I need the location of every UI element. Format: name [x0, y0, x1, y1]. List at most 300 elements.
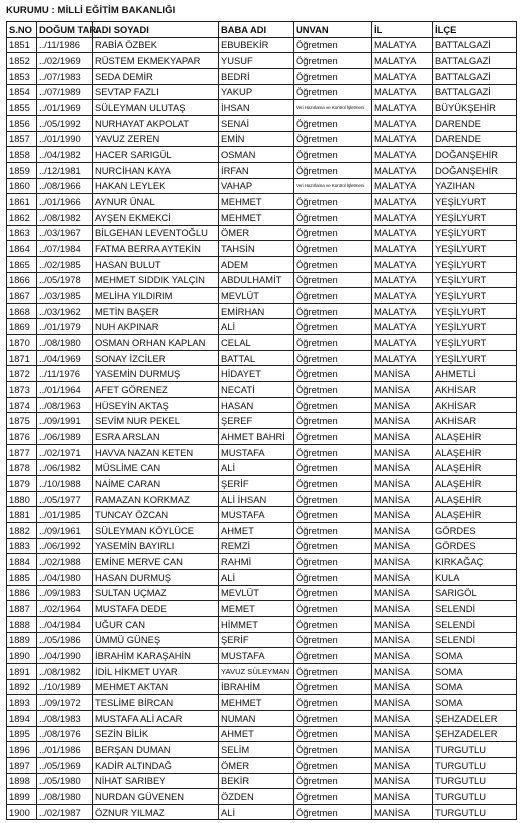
col-header-father-name: BABA ADI — [219, 22, 294, 38]
cell-sno: 1892 — [7, 679, 37, 695]
cell-district: ALAŞEHİR — [433, 429, 517, 445]
cell-province: MANİSA — [372, 742, 433, 758]
cell-sno: 1880 — [7, 491, 37, 507]
cell-title: Öğretmen — [294, 804, 372, 820]
cell-title: Öğretmen — [294, 476, 372, 492]
cell-district: DARENDE — [433, 131, 517, 147]
cell-name: SEZİN BİLİK — [93, 726, 219, 742]
table-row — [7, 194, 517, 210]
cell-title: Öğretmen — [294, 84, 372, 100]
cell-name: HACER SARIGÜL — [93, 147, 219, 163]
table-row — [7, 648, 517, 664]
cell-name: MUSTAFA DEDE — [93, 601, 219, 617]
cell-name: HÜSEYİN AKTAŞ — [93, 397, 219, 413]
cell-sno: 1858 — [7, 147, 37, 163]
cell-district: AKHİSAR — [433, 397, 517, 413]
cell-district: DOĞANŞEHİR — [433, 147, 517, 163]
cell-sno: 1854 — [7, 84, 37, 100]
cell-title: Öğretmen — [294, 538, 372, 554]
cell-district: BATTALGAZİ — [433, 68, 517, 84]
cell-district: TURGUTLU — [433, 804, 517, 820]
cell-father-name: MEHMET — [219, 194, 294, 210]
cell-father-name: MEVLÜT — [219, 288, 294, 304]
cell-birth-date: ../01/1966 — [37, 194, 93, 210]
cell-father-name: HİDAYET — [219, 366, 294, 382]
table-row — [7, 429, 517, 445]
cell-sno: 1860 — [7, 178, 37, 194]
cell-father-name: SELİM — [219, 742, 294, 758]
cell-birth-date: ../09/1961 — [37, 523, 93, 539]
cell-sno: 1862 — [7, 209, 37, 225]
cell-birth-date: ../01/1985 — [37, 507, 93, 523]
cell-sno: 1867 — [7, 288, 37, 304]
cell-district: ŞEHZADELER — [433, 710, 517, 726]
cell-name: MUSTAFA ALİ ACAR — [93, 710, 219, 726]
table-row — [7, 162, 517, 178]
cell-birth-date: ../01/1964 — [37, 382, 93, 398]
table-row — [7, 272, 517, 288]
cell-province: MANİSA — [372, 585, 433, 601]
cell-name: MÜSLİME CAN — [93, 460, 219, 476]
cell-province: MANİSA — [372, 476, 433, 492]
cell-birth-date: ../06/1989 — [37, 429, 93, 445]
cell-sno: 1899 — [7, 789, 37, 805]
table-row — [7, 695, 517, 711]
cell-sno: 1898 — [7, 773, 37, 789]
cell-father-name: AHMET BAHRİ — [219, 429, 294, 445]
cell-birth-date: ../07/1989 — [37, 84, 93, 100]
cell-sno: 1872 — [7, 366, 37, 382]
table-row — [7, 84, 517, 100]
col-header-province: İL — [372, 22, 433, 38]
cell-province: MALATYA — [372, 37, 433, 53]
cell-title: Öğretmen — [294, 53, 372, 69]
cell-birth-date: ../05/1992 — [37, 115, 93, 131]
cell-title: Öğretmen — [294, 460, 372, 476]
table-row — [7, 178, 517, 194]
cell-father-name: ALİ — [219, 460, 294, 476]
cell-father-name: CELAL — [219, 335, 294, 351]
cell-sno: 1896 — [7, 742, 37, 758]
cell-province: MANİSA — [372, 538, 433, 554]
cell-name: METİN BAŞER — [93, 303, 219, 319]
cell-district: YEŞİLYURT — [433, 225, 517, 241]
cell-name: NİHAT SARIBEY — [93, 773, 219, 789]
cell-birth-date: ../05/1969 — [37, 757, 93, 773]
cell-name: SEVİM NUR PEKEL — [93, 413, 219, 429]
cell-father-name: ADEM — [219, 256, 294, 272]
cell-district: YEŞİLYURT — [433, 256, 517, 272]
table-row — [7, 366, 517, 382]
cell-title: Öğretmen — [294, 601, 372, 617]
cell-name: AFET GÖRENEZ — [93, 382, 219, 398]
cell-province: MANİSA — [372, 679, 433, 695]
cell-district: DOĞANŞEHİR — [433, 162, 517, 178]
cell-name: YASEMİN BAYIRLI — [93, 538, 219, 554]
cell-district: BATTALGAZİ — [433, 37, 517, 53]
cell-sno: 1874 — [7, 397, 37, 413]
col-header-sno: S.NO — [7, 22, 37, 38]
cell-title: Öğretmen — [294, 632, 372, 648]
col-header-name: ADI SOYADI — [93, 22, 219, 38]
cell-district: KULA — [433, 569, 517, 585]
cell-father-name: ÖMER — [219, 757, 294, 773]
cell-sno: 1894 — [7, 710, 37, 726]
cell-birth-date: ../01/1990 — [37, 131, 93, 147]
cell-birth-date: ../06/1982 — [37, 460, 93, 476]
cell-sno: 1859 — [7, 162, 37, 178]
cell-birth-date: ../11/1986 — [37, 37, 93, 53]
cell-sno: 1866 — [7, 272, 37, 288]
cell-name: FATMA BERRA AYTEKİN — [93, 241, 219, 257]
cell-title: Öğretmen — [294, 679, 372, 695]
cell-birth-date: ../01/1986 — [37, 742, 93, 758]
cell-birth-date: ../05/1977 — [37, 491, 93, 507]
cell-birth-date: ../07/1984 — [37, 241, 93, 257]
cell-name: BİLGEHAN LEVENTOĞLU — [93, 225, 219, 241]
cell-name: YAVUZ ZEREN — [93, 131, 219, 147]
table-row — [7, 413, 517, 429]
cell-sno: 1865 — [7, 256, 37, 272]
cell-father-name: EMİN — [219, 131, 294, 147]
cell-sno: 1883 — [7, 538, 37, 554]
table-row — [7, 225, 517, 241]
cell-title: Öğretmen — [294, 382, 372, 398]
cell-sno: 1852 — [7, 53, 37, 69]
cell-birth-date: ../08/1966 — [37, 178, 93, 194]
cell-father-name: ALİ — [219, 569, 294, 585]
cell-title: Öğretmen — [294, 742, 372, 758]
cell-district: YEŞİLYURT — [433, 335, 517, 351]
cell-province: MANİSA — [372, 601, 433, 617]
cell-title: Öğretmen — [294, 695, 372, 711]
cell-district: AHMETLİ — [433, 366, 517, 382]
cell-province: MANİSA — [372, 460, 433, 476]
table-row — [7, 37, 517, 53]
cell-title: Öğretmen — [294, 413, 372, 429]
cell-father-name: BEKİR — [219, 773, 294, 789]
cell-birth-date: ../11/1976 — [37, 366, 93, 382]
cell-district: BÜYÜKŞEHİR — [433, 100, 517, 116]
cell-birth-date: ../02/1988 — [37, 554, 93, 570]
cell-province: MANİSA — [372, 429, 433, 445]
cell-birth-date: ../04/1984 — [37, 616, 93, 632]
cell-province: MALATYA — [372, 100, 433, 116]
cell-name: EMİNE MERVE CAN — [93, 554, 219, 570]
cell-father-name: ÖZDEN — [219, 789, 294, 805]
table-row — [7, 288, 517, 304]
cell-title: Öğretmen — [294, 726, 372, 742]
institution-heading: KURUMU : MİLLİ EĞİTİM BAKANLIĞI — [6, 5, 176, 16]
cell-title: Öğretmen — [294, 209, 372, 225]
cell-name: YASEMİN DURMUŞ — [93, 366, 219, 382]
cell-district: ŞEHZADELER — [433, 726, 517, 742]
cell-title: Öğretmen — [294, 366, 372, 382]
cell-father-name: OSMAN — [219, 147, 294, 163]
cell-name: MEHMET SIDDIK YALÇIN — [93, 272, 219, 288]
cell-district: YEŞİLYURT — [433, 303, 517, 319]
cell-name: ÜMMÜ GÜNEŞ — [93, 632, 219, 648]
cell-father-name: ALİ İHSAN — [219, 491, 294, 507]
cell-birth-date: ../03/1967 — [37, 225, 93, 241]
cell-father-name: ŞERİF — [219, 476, 294, 492]
cell-sno: 1855 — [7, 100, 37, 116]
cell-province: MANİSA — [372, 632, 433, 648]
table-row — [7, 491, 517, 507]
table-row — [7, 663, 517, 679]
cell-birth-date: ../10/1988 — [37, 476, 93, 492]
cell-title: Veri Hazırlama ve Kontrol İşletmeni — [294, 178, 372, 194]
cell-father-name: ÖMER — [219, 225, 294, 241]
table-row — [7, 742, 517, 758]
cell-district: ALAŞEHİR — [433, 444, 517, 460]
cell-sno: 1863 — [7, 225, 37, 241]
cell-title: Öğretmen — [294, 444, 372, 460]
cell-birth-date: ../01/1979 — [37, 319, 93, 335]
cell-district: SELENDİ — [433, 601, 517, 617]
cell-district: YEŞİLYURT — [433, 350, 517, 366]
table-row — [7, 115, 517, 131]
table-row — [7, 209, 517, 225]
cell-father-name: HASAN — [219, 397, 294, 413]
cell-name: TUNCAY ÖZCAN — [93, 507, 219, 523]
cell-district: YAZIHAN — [433, 178, 517, 194]
cell-district: AKHİSAR — [433, 413, 517, 429]
cell-title: Öğretmen — [294, 335, 372, 351]
cell-father-name: MEMET — [219, 601, 294, 617]
cell-title: Öğretmen — [294, 757, 372, 773]
table-row — [7, 131, 517, 147]
cell-province: MALATYA — [372, 131, 433, 147]
cell-name: KADİR ALTINDAĞ — [93, 757, 219, 773]
table-row — [7, 476, 517, 492]
cell-father-name: BEDRİ — [219, 68, 294, 84]
cell-province: MANİSA — [372, 366, 433, 382]
table-row — [7, 757, 517, 773]
cell-father-name: ALİ — [219, 319, 294, 335]
cell-father-name: RAHMİ — [219, 554, 294, 570]
cell-birth-date: ../02/1985 — [37, 256, 93, 272]
cell-birth-date: ../08/1982 — [37, 209, 93, 225]
cell-sno: 1870 — [7, 335, 37, 351]
cell-province: MALATYA — [372, 225, 433, 241]
cell-birth-date: ../08/1983 — [37, 710, 93, 726]
cell-province: MANİSA — [372, 695, 433, 711]
cell-district: ALAŞEHİR — [433, 476, 517, 492]
cell-title: Öğretmen — [294, 616, 372, 632]
cell-father-name: SENAİ — [219, 115, 294, 131]
table-row — [7, 397, 517, 413]
cell-father-name: BATTAL — [219, 350, 294, 366]
cell-sno: 1877 — [7, 444, 37, 460]
cell-title: Öğretmen — [294, 648, 372, 664]
cell-sno: 1861 — [7, 194, 37, 210]
cell-province: MANİSA — [372, 773, 433, 789]
cell-sno: 1888 — [7, 616, 37, 632]
cell-district: TURGUTLU — [433, 757, 517, 773]
cell-name: NURCİHAN KAYA — [93, 162, 219, 178]
cell-sno: 1878 — [7, 460, 37, 476]
cell-sno: 1885 — [7, 569, 37, 585]
cell-province: MANİSA — [372, 523, 433, 539]
cell-sno: 1876 — [7, 429, 37, 445]
table-row — [7, 585, 517, 601]
cell-province: MANİSA — [372, 569, 433, 585]
cell-name: RÜSTEM EKMEKYAPAR — [93, 53, 219, 69]
cell-father-name: İBRAHİM — [219, 679, 294, 695]
cell-province: MANİSA — [372, 616, 433, 632]
cell-name: SULTAN UÇMAZ — [93, 585, 219, 601]
cell-name: SONAY İZCİLER — [93, 350, 219, 366]
cell-province: MANİSA — [372, 397, 433, 413]
table-row — [7, 726, 517, 742]
cell-province: MANİSA — [372, 382, 433, 398]
cell-sno: 1857 — [7, 131, 37, 147]
cell-father-name: TAHSİN — [219, 241, 294, 257]
cell-province: MALATYA — [372, 288, 433, 304]
cell-name: İBRAHİM KARAŞAHİN — [93, 648, 219, 664]
cell-district: DARENDE — [433, 115, 517, 131]
cell-birth-date: ../08/1980 — [37, 335, 93, 351]
cell-title: Öğretmen — [294, 397, 372, 413]
cell-sno: 1881 — [7, 507, 37, 523]
cell-name: ÖZNUR YILMAZ — [93, 804, 219, 820]
cell-district: SARIGÖL — [433, 585, 517, 601]
cell-title: Öğretmen — [294, 225, 372, 241]
cell-district: YEŞİLYURT — [433, 241, 517, 257]
cell-title: Öğretmen — [294, 350, 372, 366]
cell-father-name: MUSTAFA — [219, 507, 294, 523]
cell-title: Öğretmen — [294, 491, 372, 507]
cell-father-name: AHMET — [219, 523, 294, 539]
cell-name: NURDAN GÜVENEN — [93, 789, 219, 805]
cell-father-name: ŞEREF — [219, 413, 294, 429]
cell-name: BERŞAN DUMAN — [93, 742, 219, 758]
cell-province: MALATYA — [372, 147, 433, 163]
cell-name: SÜLEYMAN KÖYLÜCE — [93, 523, 219, 539]
cell-title: Öğretmen — [294, 507, 372, 523]
cell-district: GÖRDES — [433, 538, 517, 554]
table-body — [7, 37, 517, 820]
table-row — [7, 350, 517, 366]
cell-title: Öğretmen — [294, 429, 372, 445]
cell-title: Öğretmen — [294, 147, 372, 163]
cell-sno: 1897 — [7, 757, 37, 773]
cell-title: Öğretmen — [294, 663, 372, 679]
cell-father-name: HİMMET — [219, 616, 294, 632]
cell-birth-date: ../05/1978 — [37, 272, 93, 288]
cell-father-name: İRFAN — [219, 162, 294, 178]
cell-name: ESRA ARSLAN — [93, 429, 219, 445]
cell-name: AYNUR ÜNAL — [93, 194, 219, 210]
cell-district: KIRKAĞAÇ — [433, 554, 517, 570]
cell-name: NUH AKPINAR — [93, 319, 219, 335]
cell-province: MALATYA — [372, 335, 433, 351]
cell-sno: 1853 — [7, 68, 37, 84]
cell-title: Öğretmen — [294, 773, 372, 789]
table-row — [7, 632, 517, 648]
table-row — [7, 460, 517, 476]
cell-district: SOMA — [433, 695, 517, 711]
cell-birth-date: ../09/1972 — [37, 695, 93, 711]
cell-birth-date: ../06/1992 — [37, 538, 93, 554]
cell-father-name: VAHAP — [219, 178, 294, 194]
cell-name: SEDA DEMİR — [93, 68, 219, 84]
col-header-title: UNVAN — [294, 22, 372, 38]
cell-district: AKHİSAR — [433, 382, 517, 398]
cell-title: Öğretmen — [294, 710, 372, 726]
cell-father-name: ŞERİF — [219, 632, 294, 648]
cell-district: SELENDİ — [433, 616, 517, 632]
cell-district: SOMA — [433, 648, 517, 664]
cell-district: SOMA — [433, 663, 517, 679]
cell-father-name: MEHMET — [219, 695, 294, 711]
cell-sno: 1900 — [7, 804, 37, 820]
table-row — [7, 710, 517, 726]
cell-title: Öğretmen — [294, 131, 372, 147]
cell-name: RABİA ÖZBEK — [93, 37, 219, 53]
cell-district: SELENDİ — [433, 632, 517, 648]
cell-birth-date: ../12/1981 — [37, 162, 93, 178]
table-row — [7, 507, 517, 523]
cell-name: HASAN BULUT — [93, 256, 219, 272]
cell-father-name: MUSTAFA — [219, 648, 294, 664]
cell-title: Veri Hazırlama ve Kontrol İşletmeni — [294, 100, 372, 116]
cell-birth-date: ../07/1983 — [37, 68, 93, 84]
cell-sno: 1869 — [7, 319, 37, 335]
cell-father-name: NECATİ — [219, 382, 294, 398]
cell-title: Öğretmen — [294, 319, 372, 335]
cell-birth-date: ../04/1969 — [37, 350, 93, 366]
table-row — [7, 147, 517, 163]
cell-province: MALATYA — [372, 53, 433, 69]
cell-sno: 1868 — [7, 303, 37, 319]
cell-province: MALATYA — [372, 303, 433, 319]
cell-sno: 1856 — [7, 115, 37, 131]
cell-father-name: YUSUF — [219, 53, 294, 69]
table-row — [7, 789, 517, 805]
table-row — [7, 382, 517, 398]
cell-birth-date: ../02/1964 — [37, 601, 93, 617]
cell-father-name: MEHMET — [219, 209, 294, 225]
cell-province: MALATYA — [372, 256, 433, 272]
table-row — [7, 616, 517, 632]
cell-title: Öğretmen — [294, 37, 372, 53]
cell-province: MANİSA — [372, 757, 433, 773]
cell-district: TURGUTLU — [433, 773, 517, 789]
cell-father-name: ALİ — [219, 804, 294, 820]
cell-title: Öğretmen — [294, 554, 372, 570]
cell-district: GÖRDES — [433, 523, 517, 539]
cell-province: MANİSA — [372, 507, 433, 523]
cell-district: ALAŞEHİR — [433, 491, 517, 507]
cell-name: AYŞEN EKMEKCİ — [93, 209, 219, 225]
cell-name: MEHMET AKTAN — [93, 679, 219, 695]
cell-title: Öğretmen — [294, 256, 372, 272]
cell-birth-date: ../05/1986 — [37, 632, 93, 648]
cell-title: Öğretmen — [294, 272, 372, 288]
cell-birth-date: ../03/1962 — [37, 303, 93, 319]
cell-birth-date: ../02/1971 — [37, 444, 93, 460]
col-header-district: İLÇE — [433, 22, 517, 38]
cell-province: MANİSA — [372, 710, 433, 726]
cell-district: SOMA — [433, 679, 517, 695]
cell-birth-date: ../05/1980 — [37, 773, 93, 789]
cell-birth-date: ../04/1982 — [37, 147, 93, 163]
cell-title: Öğretmen — [294, 789, 372, 805]
cell-sno: 1887 — [7, 601, 37, 617]
cell-name: HAKAN LEYLEK — [93, 178, 219, 194]
